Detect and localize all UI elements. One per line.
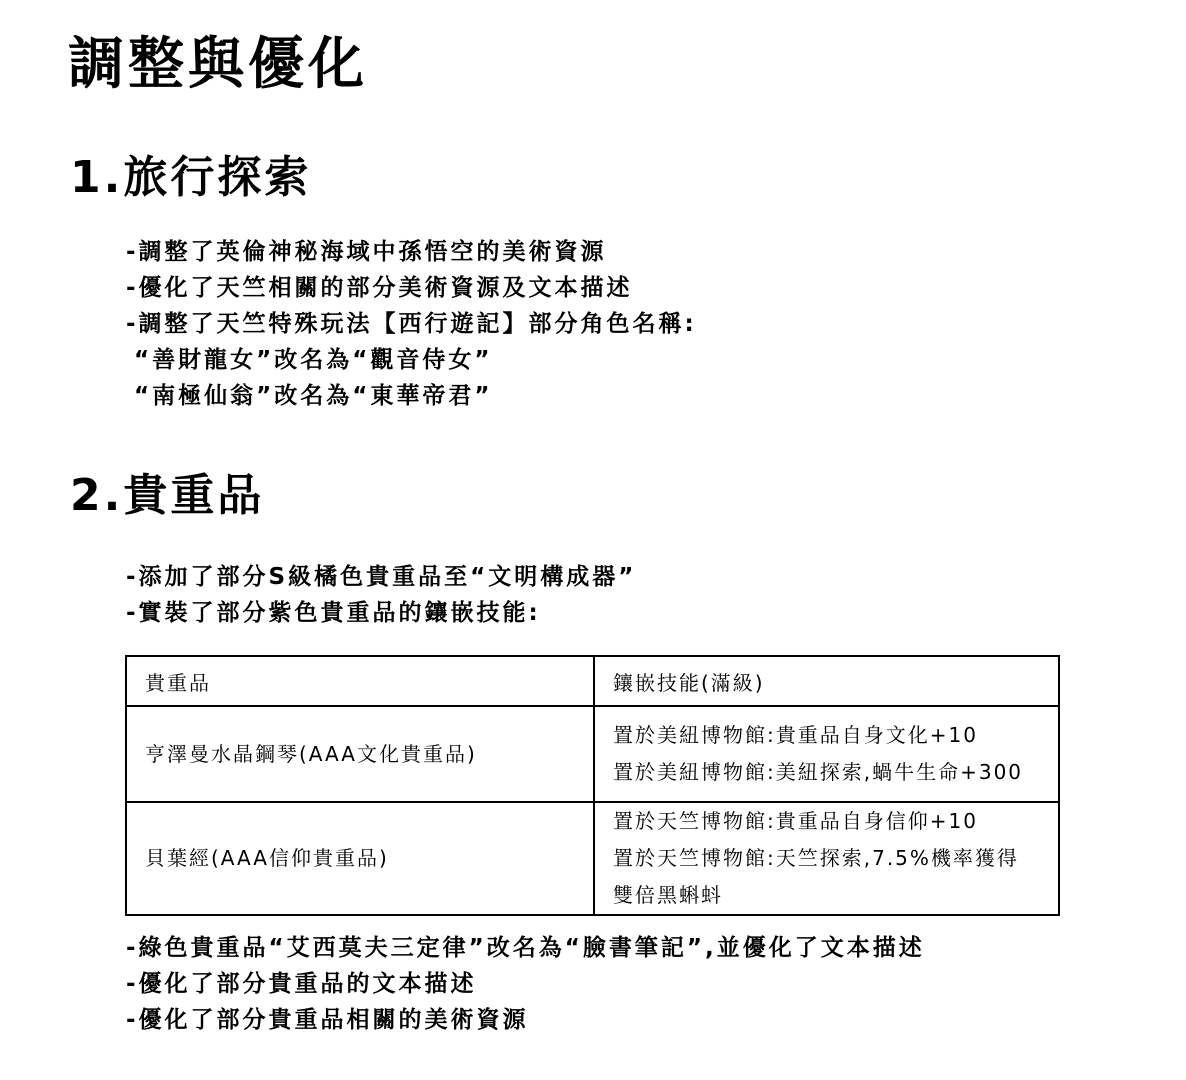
valuables-inlay-skill-table bbox=[125, 655, 1060, 916]
valuable-name: 貝葉經(AAA信仰貴重品) bbox=[145, 846, 389, 870]
travel-exploration-change-list bbox=[126, 234, 697, 414]
list-item: -優化了部分貴重品相關的美術資源 bbox=[126, 1007, 529, 1033]
table-cell-inlay-skill bbox=[594, 706, 1059, 802]
list-item: -添加了部分S級橘色貴重品至“文明構成器” bbox=[126, 564, 637, 590]
page-title: 調整與優化 bbox=[68, 32, 368, 97]
table-row bbox=[126, 706, 1059, 802]
skill-line: 置於天竺博物館:貴重品自身信仰+10 bbox=[613, 809, 978, 833]
section-heading-valuables: 2.貴重品 bbox=[70, 470, 265, 521]
column-header-valuable: 貴重品 bbox=[126, 656, 594, 706]
valuables-change-list bbox=[126, 559, 636, 631]
skill-line: 雙倍黑蝌蚪 bbox=[613, 883, 723, 907]
valuable-name: 亨澤曼水晶鋼琴(AAA文化貴重品) bbox=[145, 741, 477, 766]
list-item: -實裝了部分紫色貴重品的鑲嵌技能: bbox=[126, 600, 541, 626]
list-item-rename: “南極仙翁”改名為“東華帝君” bbox=[134, 383, 493, 409]
table-row bbox=[126, 802, 1059, 915]
skill-line: 置於美紐博物館:美紐探索,蝸牛生命+300 bbox=[613, 760, 1024, 784]
table-cell-valuable-name bbox=[126, 706, 594, 802]
table-cell-inlay-skill bbox=[594, 802, 1059, 915]
skill-line: 置於美紐博物館:貴重品自身文化+10 bbox=[613, 723, 978, 747]
list-item: -綠色貴重品“艾西莫夫三定律”改名為“臉書筆記”,並優化了文本描述 bbox=[126, 935, 925, 961]
valuables-further-change-list bbox=[126, 930, 925, 1038]
list-item-rename: “善財龍女”改名為“觀音侍女” bbox=[134, 347, 493, 373]
table-cell-valuable-name bbox=[126, 802, 594, 915]
skill-line: 置於天竺博物館:天竺探索,7.5%機率獲得 bbox=[613, 846, 1019, 870]
list-item: -優化了部分貴重品的文本描述 bbox=[126, 971, 477, 997]
column-header-inlay-skill: 鑲嵌技能(滿級) bbox=[594, 656, 1059, 706]
list-item: -調整了天竺特殊玩法【西行遊記】部分角色名稱: bbox=[126, 311, 697, 337]
table-header-row bbox=[126, 656, 1059, 706]
list-item: -調整了英倫神秘海域中孫悟空的美術資源 bbox=[126, 239, 607, 265]
list-item: -優化了天竺相關的部分美術資源及文本描述 bbox=[126, 275, 633, 301]
section-heading-travel-exploration: 1.旅行探索 bbox=[70, 152, 312, 203]
